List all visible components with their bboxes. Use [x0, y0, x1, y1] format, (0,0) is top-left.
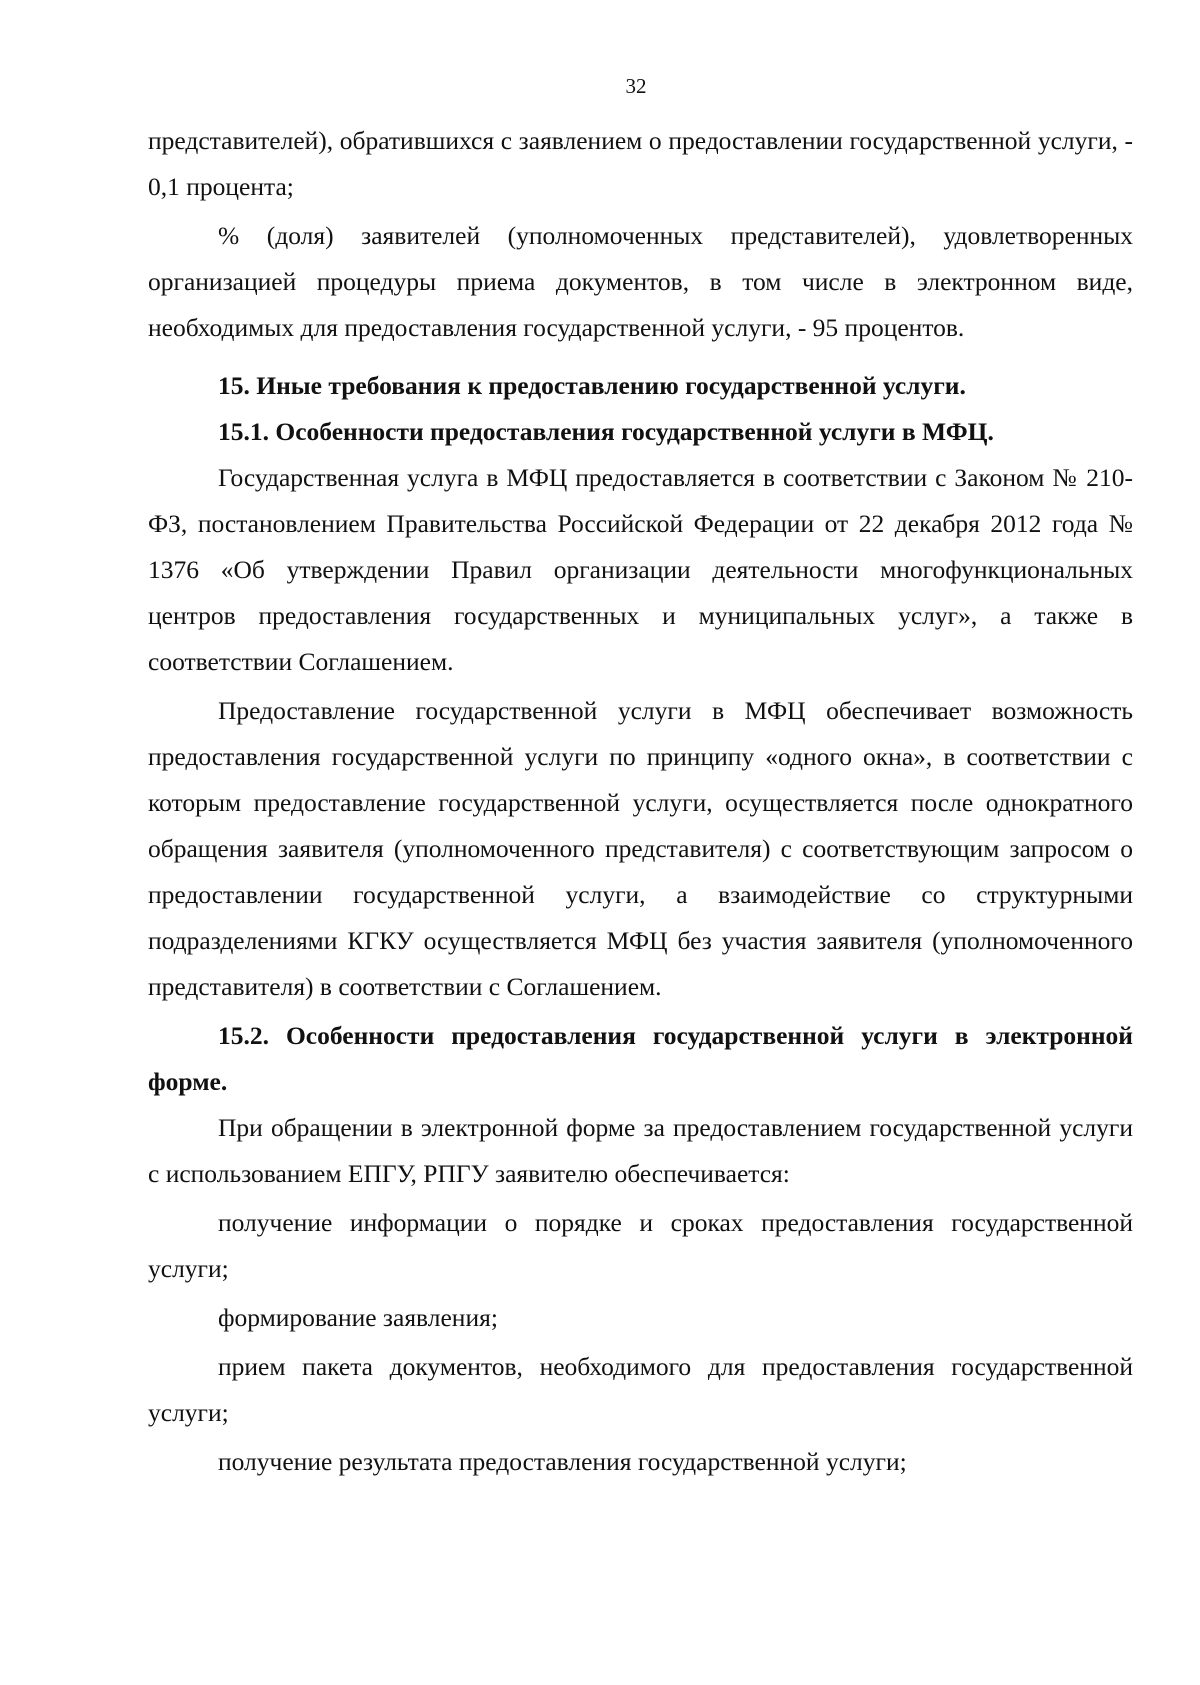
list-item-documents: прием пакета документов, необходимого для предоставления государственной услуги; — [148, 1352, 1133, 1427]
page-number: 32 — [625, 74, 647, 98]
paragraph-one-window: Предоставление государственной услуги в МФЦ обеспечивает возможность предоставления государственной услуги по принципу «одного окна», в соответствии с которым предоставление государственной услуги, осуществляется после однократного обращения заявителя (уполномоченного представителя) с соответствующим запросом о предоставлении государственной услуги, а взаимодействие со структурными подразделениями КГКУ осуществляется МФЦ без участия заявителя (уполномоченного представителя) в соответствии с Соглашением. — [148, 696, 1133, 1001]
paragraph-share-of-applicants: % (доля) заявителей (уполномоченных представителей), удовлетворенных организацией процедуры приема документов, в том числе в электронном виде, необходимых для предоставления государственной услуги, - 95 процентов. — [148, 221, 1133, 342]
document-body — [148, 118, 1133, 1485]
section-heading-15: 15. Иные требования к предоставлению государственной услуги. — [218, 371, 966, 400]
list-item-application: формирование заявления; — [218, 1303, 498, 1332]
paragraph-continuation: представителей), обратившихся с заявлением о предоставлении государственной услуги, - 0,1 процента; — [148, 126, 1133, 201]
list-item-result: получение результата предоставления государственной услуги; — [218, 1447, 907, 1476]
subsection-heading-15-1: 15.1. Особенности предоставления государственной услуги в МФЦ. — [218, 417, 994, 446]
list-item-information: получение информации о порядке и сроках предоставления государственной услуги; — [148, 1208, 1133, 1283]
subsection-heading-15-2: 15.2. Особенности предоставления государственной услуги в электронной форме. — [148, 1021, 1133, 1096]
paragraph-electronic-form: При обращении в электронной форме за предоставлением государственной услуги с использованием ЕПГУ, РПГУ заявителю обеспечивается: — [148, 1113, 1133, 1188]
paragraph-mfc-provision: Государственная услуга в МФЦ предоставляется в соответствии с Законом № 210-ФЗ, постановлением Правительства Российской Федерации от 22 декабря 2012 года № 1376 «Об утверждении Правил организации деятельности многофункциональных центров предоставления государственных и муниципальных услуг», а также в соответствии Соглашением. — [148, 463, 1133, 676]
